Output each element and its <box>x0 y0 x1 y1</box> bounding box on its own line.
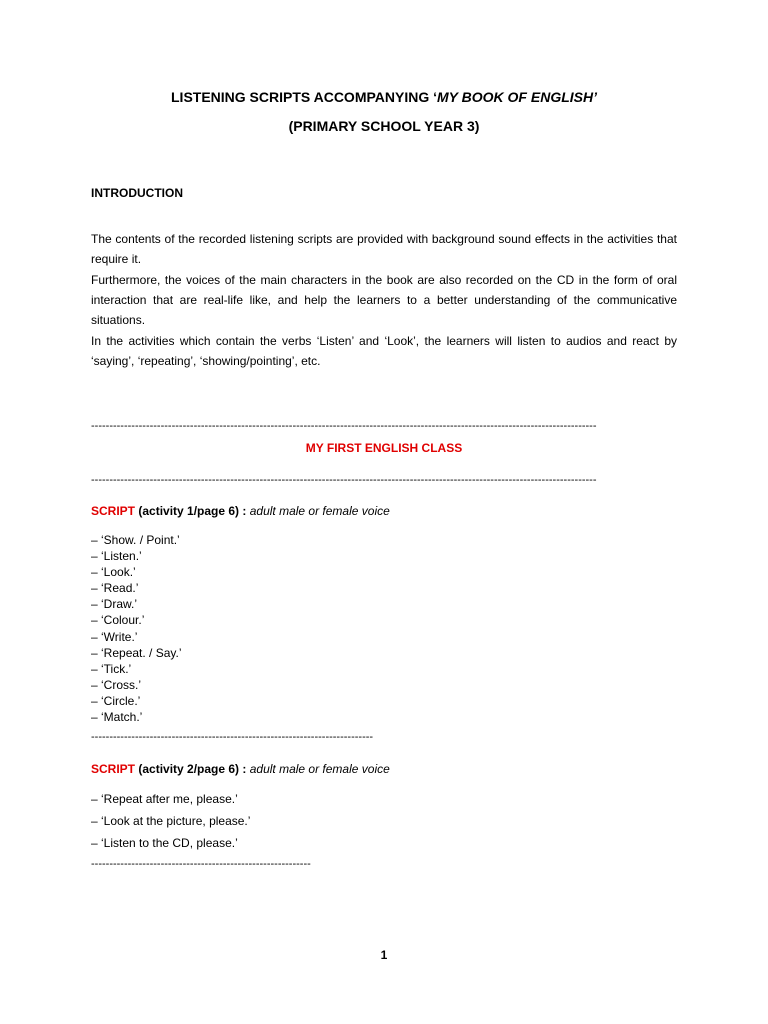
script-2-list <box>91 791 250 857</box>
script-line: – ‘Cross.’ <box>91 677 142 692</box>
script-1-list <box>91 532 182 725</box>
script-label: SCRIPT <box>91 762 136 776</box>
script-line: – ‘Write.’ <box>91 629 138 644</box>
section-title: MY FIRST ENGLISH CLASS <box>305 441 463 455</box>
script-label: SCRIPT <box>91 504 136 518</box>
script-voice: adult male or female voice <box>249 504 390 518</box>
script-heading-2 <box>91 761 390 777</box>
separator-line: ------------------------------------------------------------ <box>91 858 311 870</box>
document-title-line1 <box>0 88 768 106</box>
intro-paragraph-1: The contents of the recorded listening scripts are provided with background sound effects in the activities that require it. <box>91 232 677 266</box>
introduction-heading: INTRODUCTION <box>91 186 183 200</box>
script-activity: (activity 2/page 6) : <box>135 762 250 776</box>
document-title-line2: (PRIMARY SCHOOL YEAR 3) <box>288 118 480 134</box>
script-activity: (activity 1/page 6) : <box>135 504 250 518</box>
intro-paragraph-2: Furthermore, the voices of the main characters in the book are also recorded on the CD in the form of oral interaction that are real-life like, and help the learners to a better understanding of the communicative situations. <box>91 273 677 327</box>
script-line: – ‘Circle.’ <box>91 693 141 708</box>
title-prefix: LISTENING SCRIPTS ACCOMPANYING ‘ <box>171 89 438 105</box>
script-heading-1 <box>91 503 390 519</box>
separator-line: ------------------------------------------------------------------------------------------------------------------------------------------ <box>91 420 597 432</box>
script-line: – ‘Look at the picture, please.’ <box>91 814 251 828</box>
script-line: – ‘Read.’ <box>91 581 139 596</box>
script-line: – ‘Repeat. / Say.’ <box>91 645 182 660</box>
script-line: – ‘Listen.’ <box>91 549 142 564</box>
script-line: – ‘Match.’ <box>91 710 143 725</box>
script-voice: adult male or female voice <box>249 762 390 776</box>
title-book-name: MY BOOK OF ENGLISH’ <box>437 89 597 105</box>
script-line: – ‘Draw.’ <box>91 597 138 612</box>
script-line: – ‘Look.’ <box>91 565 136 580</box>
separator-line: ----------------------------------------------------------------------------- <box>91 731 374 743</box>
script-line: – ‘Tick.’ <box>91 661 132 676</box>
script-line: – ‘Repeat after me, please.’ <box>91 792 238 806</box>
script-line: – ‘Colour.’ <box>91 613 145 628</box>
script-line: – ‘Show. / Point.’ <box>91 533 180 547</box>
intro-paragraph-3: In the activities which contain the verbs ‘Listen’ and ‘Look’, the learners will listen to audios and react by ‘saying’, ‘repeating’, ‘showing/pointing’, etc. <box>91 334 677 368</box>
script-line: – ‘Listen to the CD, please.’ <box>91 836 238 850</box>
separator-line: ------------------------------------------------------------------------------------------------------------------------------------------ <box>91 474 597 486</box>
page-number: 1 <box>380 948 388 962</box>
